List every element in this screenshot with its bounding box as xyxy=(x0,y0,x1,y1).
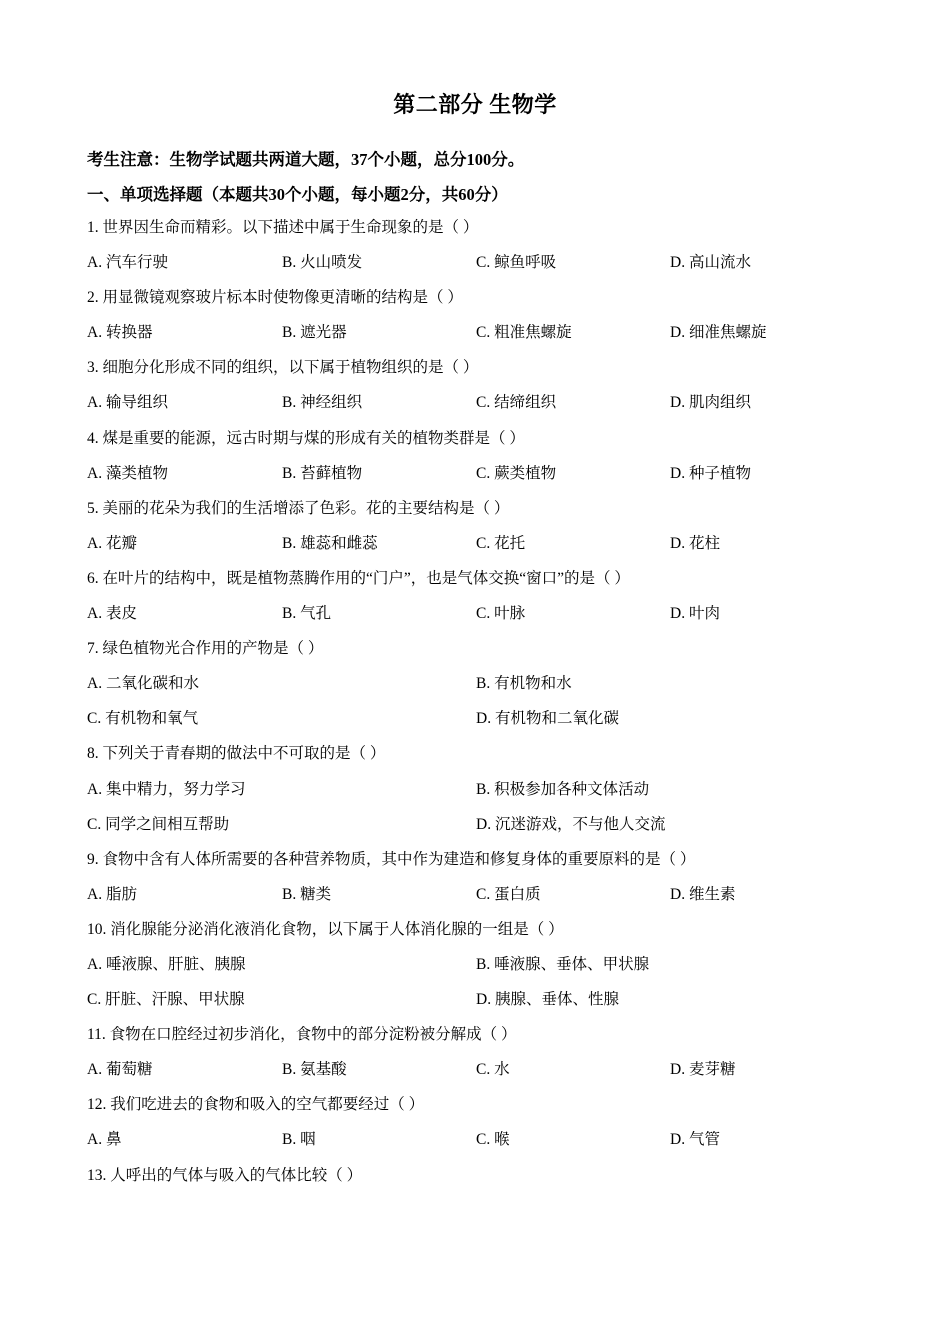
answer-option: C. 喉 xyxy=(476,1131,510,1149)
answer-option: D. 胰腺、垂体、性腺 xyxy=(476,991,619,1009)
question-stem: 2. 用显微镜观察玻片标本时使物像更清晰的结构是（ ） xyxy=(87,289,463,307)
answer-option: B. 火山喷发 xyxy=(282,254,363,272)
answer-option: C. 花托 xyxy=(476,534,526,552)
question-stem: 13. 人呼出的气体与吸入的气体比较（ ） xyxy=(87,1166,363,1184)
question-stem: 8. 下列关于青春期的做法中不可取的是（ ） xyxy=(87,745,386,763)
answer-option: D. 叶肉 xyxy=(670,605,720,623)
answer-option: D. 维生素 xyxy=(670,885,736,903)
question-stem: 6. 在叶片的结构中，既是植物蒸腾作用的“门户”，也是气体交换“窗口”的是（ ） xyxy=(87,569,630,587)
answer-option: A. 二氧化碳和水 xyxy=(87,675,199,693)
answer-option: C. 肝脏、汗腺、甲状腺 xyxy=(87,991,245,1009)
answer-option: C. 有机物和氧气 xyxy=(87,710,199,728)
answer-option: B. 唾液腺、垂体、甲状腺 xyxy=(476,955,650,973)
answer-option: C. 蛋白质 xyxy=(476,885,541,903)
page-title: 第二部分 生物学 xyxy=(393,92,557,117)
question-stem: 5. 美丽的花朵为我们的生活增添了色彩。花的主要结构是（ ） xyxy=(87,499,510,517)
question-stem: 9. 食物中含有人体所需要的各种营养物质，其中作为建造和修复身体的重要原料的是（ ） xyxy=(87,850,696,868)
answer-option: C. 同学之间相互帮助 xyxy=(87,815,230,833)
answer-option: B. 有机物和水 xyxy=(476,675,572,693)
question-stem: 1. 世界因生命而精彩。以下描述中属于生命现象的是（ ） xyxy=(87,219,479,236)
answer-option: D. 细准焦螺旋 xyxy=(670,324,767,342)
question-stem: 3. 细胞分化形成不同的组织，以下属于植物组织的是（ ） xyxy=(87,359,479,377)
answer-option: D. 种子植物 xyxy=(670,464,751,482)
option-row xyxy=(87,1058,887,1093)
option-row xyxy=(87,391,887,426)
answer-option: C. 叶脉 xyxy=(476,605,526,623)
answer-option: D. 高山流水 xyxy=(670,254,751,272)
option-row xyxy=(87,672,887,707)
option-row xyxy=(87,251,887,286)
question-stem: 7. 绿色植物光合作用的产物是（ ） xyxy=(87,640,324,658)
question-stem: 12. 我们吃进去的食物和吸入的空气都要经过（ ） xyxy=(87,1096,425,1114)
answer-option: B. 神经组织 xyxy=(282,394,363,412)
question-stem: 10. 消化腺能分泌消化液消化食物，以下属于人体消化腺的一组是（ ） xyxy=(87,920,564,938)
option-row xyxy=(87,707,887,742)
question-stem: 4. 煤是重要的能源，远古时期与煤的形成有关的植物类群是（ ） xyxy=(87,429,525,447)
answer-option: B. 苔藓植物 xyxy=(282,464,363,482)
answer-option: B. 雄蕊和雌蕊 xyxy=(282,534,378,552)
option-row xyxy=(87,953,887,988)
answer-option: C. 鲸鱼呼吸 xyxy=(476,254,557,272)
option-row xyxy=(87,532,887,567)
answer-option: D. 有机物和二氧化碳 xyxy=(476,710,619,728)
question-stem: 11. 食物在口腔经过初步消化，食物中的部分淀粉被分解成（ ） xyxy=(87,1026,517,1044)
section-heading: 一、单项选择题（本题共30个小题，每小题2分，共60分） xyxy=(87,185,508,204)
answer-option: A. 藻类植物 xyxy=(87,464,168,482)
candidate-notice: 考生注意：生物学试题共两道大题，37个小题，总分100分。 xyxy=(87,150,525,169)
answer-option: B. 气孔 xyxy=(282,605,332,623)
option-row xyxy=(87,988,887,1023)
answer-option: A. 转换器 xyxy=(87,324,153,342)
answer-option: D. 沉迷游戏，不与他人交流 xyxy=(476,815,666,833)
answer-option: A. 表皮 xyxy=(87,605,137,623)
option-row xyxy=(87,321,887,356)
answer-option: D. 花柱 xyxy=(670,534,720,552)
answer-option: B. 糖类 xyxy=(282,885,332,903)
answer-option: C. 结缔组织 xyxy=(476,394,557,412)
option-row xyxy=(87,813,887,848)
answer-option: B. 积极参加各种文体活动 xyxy=(476,780,650,798)
answer-option: A. 输导组织 xyxy=(87,394,168,412)
question-list xyxy=(87,216,887,1199)
answer-option: A. 葡萄糖 xyxy=(87,1061,153,1079)
answer-option: A. 鼻 xyxy=(87,1131,122,1149)
answer-option: D. 肌肉组织 xyxy=(670,394,751,412)
option-row xyxy=(87,883,887,918)
option-row xyxy=(87,462,887,497)
answer-option: A. 脂肪 xyxy=(87,885,137,903)
option-row xyxy=(87,1128,887,1163)
answer-option: D. 气管 xyxy=(670,1131,720,1149)
answer-option: D. 麦芽糖 xyxy=(670,1061,736,1079)
answer-option: C. 水 xyxy=(476,1061,510,1079)
answer-option: A. 汽车行驶 xyxy=(87,254,168,272)
answer-option: A. 花瓣 xyxy=(87,534,137,552)
answer-option: C. 蕨类植物 xyxy=(476,464,557,482)
answer-option: B. 咽 xyxy=(282,1131,316,1149)
option-row xyxy=(87,602,887,637)
answer-option: B. 遮光器 xyxy=(282,324,347,342)
option-row xyxy=(87,778,887,813)
answer-option: A. 唾液腺、肝脏、胰腺 xyxy=(87,955,246,973)
answer-option: A. 集中精力，努力学习 xyxy=(87,780,246,798)
answer-option: C. 粗准焦螺旋 xyxy=(476,324,572,342)
answer-option: B. 氨基酸 xyxy=(282,1061,347,1079)
